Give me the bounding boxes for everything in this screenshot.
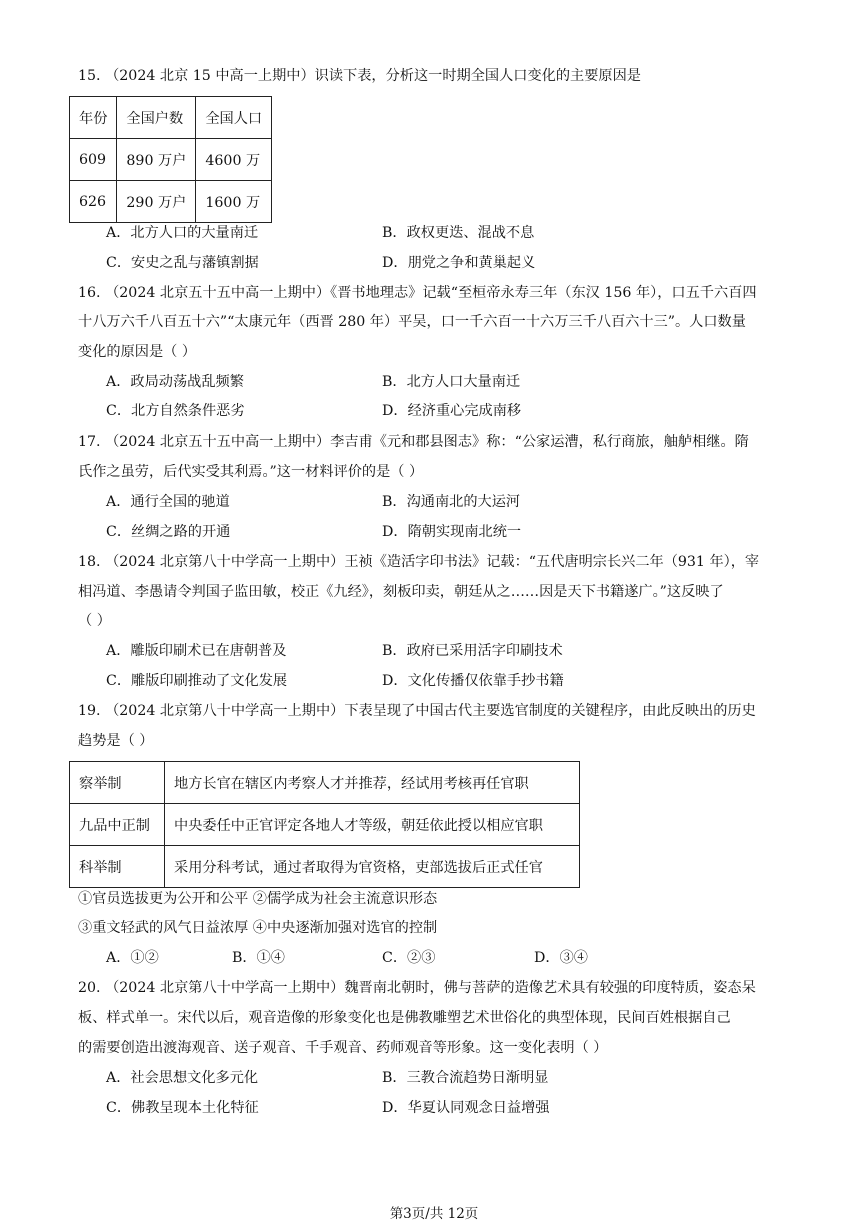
table-cell: 626 [70,181,117,223]
q15-option-c: C．安史之乱与藩镇割据 [106,255,259,271]
q16-option-d: D．经济重心完成南移 [382,403,522,419]
q18-option-b: B．政府已采用活字印刷技术 [382,643,563,659]
q17-option-a: A．通行全国的驰道 [106,494,230,510]
q15-option-b: B．政权更迭、混战不息 [382,225,535,241]
q17-option-c: C．丝绸之路的开通 [106,524,231,540]
table-cell: 中央委任中正官评定各地人才等级，朝廷依此授以相应官职 [165,804,580,846]
q17-stem-line2: 氏作之虽劳，后代实受其利焉。”这一材料评价的是（ ） [78,464,424,480]
q19-option-c: C．②③ [382,950,436,966]
table-row [70,97,272,139]
table-row [70,139,272,181]
q18-option-a: A．雕版印刷术已在唐朝普及 [106,643,287,659]
q16-option-c: C．北方自然条件恶劣 [106,403,245,419]
q19-option-a: A．①② [106,950,159,966]
q18-stem-line3: （ ） [78,613,111,629]
q17-option-b: B．沟通南北的大运河 [382,494,521,510]
table-row [70,846,580,888]
q16-stem-line3: 变化的原因是（ ） [78,344,197,360]
q15-table [69,96,272,223]
q20-option-b: B．三教合流趋势日渐明显 [382,1070,549,1086]
q16-stem-line2: 十八万六千八百五十六”“太康元年（西晋 280 年）平吴，口一千六百一十六万三千八百六十三”。人口数量 [78,314,746,330]
table-cell: 890 万户 [117,139,196,181]
q19-table [69,761,580,888]
q20-stem-line3: 的需要创造出渡海观音、送子观音、千手观音、药师观音等形象。这一变化表明（ ） [78,1040,608,1056]
q20-option-a: A．社会思想文化多元化 [106,1070,259,1086]
table-cell: 290 万户 [117,181,196,223]
table-cell: 1600 万 [196,181,272,223]
q20-option-c: C．佛教呈现本土化特征 [106,1100,259,1116]
table-row [70,804,580,846]
table-cell: 地方长官在辖区内考察人才并推荐，经试用考核再任官职 [165,762,580,804]
q15-stem: 15. （2024 北京 15 中高一上期中）识读下表，分析这一时期全国人口变化的主要原因是 [78,68,641,84]
q16-option-a: A．政局动荡战乱频繁 [106,374,244,390]
q19-stem-line1: 19. （2024 北京第八十中学高一上期中）下表呈现了中国古代主要选官制度的关键程序，由此反映出的历史 [78,703,756,719]
q18-stem-line1: 18. （2024 北京第八十中学高一上期中）王祯《造活字印书法》记载：“五代唐明宗长兴二年（931 年），宰 [78,554,760,570]
q17-stem-line1: 17. （2024 北京五十五中高一上期中）李吉甫《元和郡县图志》称：“公家运漕，私行商旅，舳舻相继。隋 [78,434,749,450]
q16-option-b: B．北方人口大量南迁 [382,374,521,390]
q19-option-b: B．①④ [232,950,285,966]
table-cell: 科举制 [70,846,165,888]
table-header-cell: 全国户数 [117,97,196,139]
table-row [70,762,580,804]
q20-stem-line1: 20. （2024 北京第八十中学高一上期中）魏晋南北朝时，佛与菩萨的造像艺术具有较强的印度特质，姿态呆 [78,980,756,996]
q15-option-a: A．北方人口的大量南迁 [106,225,259,241]
table-row [70,181,272,223]
q20-option-d: D．华夏认同观念日益增强 [382,1100,550,1116]
q18-option-c: C．雕版印刷推动了文化发展 [106,673,288,689]
q15-option-d: D．朋党之争和黄巢起义 [382,255,536,271]
q18-stem-line2: 相冯道、李愚请令判国子监田敏，校正《九经》，刻板印卖，朝廷从之……因是天下书籍遂广。”这反映了 [78,584,724,600]
q19-option-d: D．③④ [534,950,588,966]
table-cell: 九品中正制 [70,804,165,846]
q18-option-d: D．文化传播仅依靠手抄书籍 [382,673,564,689]
table-cell: 4600 万 [196,139,272,181]
q17-option-d: D．隋朝实现南北统一 [382,524,522,540]
q19-item-line2: ③重文轻武的风气日益浓厚 ④中央逐渐加强对选官的控制 [78,920,438,936]
table-cell: 609 [70,139,117,181]
q19-item-line1: ①官员选拔更为公开和公平 ②儒学成为社会主流意识形态 [78,891,438,907]
table-header-cell: 年份 [70,97,117,139]
page-footer: 第3页/共 12页 [389,1206,479,1222]
table-cell: 采用分科考试，通过者取得为官资格，吏部选拔后正式任官 [165,846,580,888]
q19-stem-line2: 趋势是（ ） [78,733,154,749]
table-cell: 察举制 [70,762,165,804]
table-header-cell: 全国人口 [196,97,272,139]
q16-stem-line1: 16. （2024 北京五十五中高一上期中）《晋书地理志》记载“至桓帝永寿三年（东汉 156 年），口五千六百四 [78,285,757,301]
q20-stem-line2: 板、样式单一。宋代以后，观音造像的形象变化也是佛教雕塑艺术世俗化的典型体现，民间百姓根据自己 [78,1010,731,1026]
